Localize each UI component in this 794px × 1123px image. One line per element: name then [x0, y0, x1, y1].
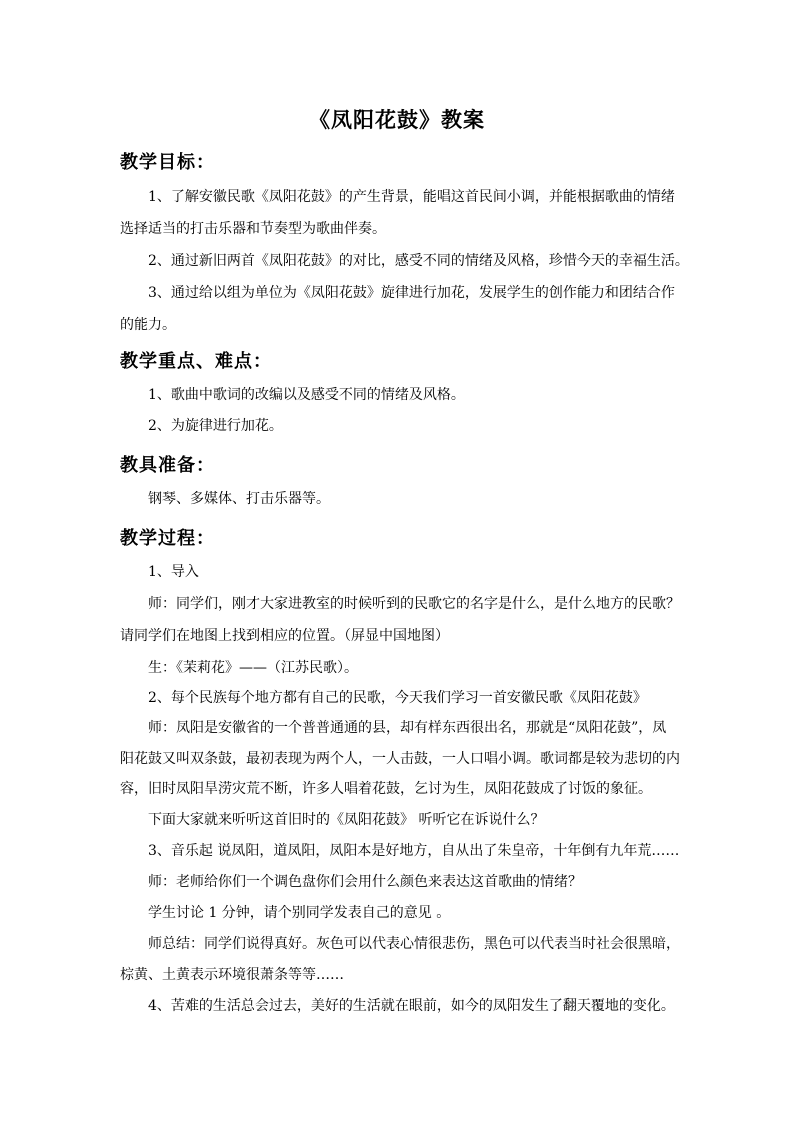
- process-line: 1、导入: [148, 564, 199, 580]
- process-line: 请同学们在地图上找到相应的位置。（屏显中国地图）: [120, 628, 449, 644]
- process-line: 生：《茉莉花》——（江苏民歌）。: [148, 660, 358, 676]
- objective-1-line-2: 选择适当的打击乐器和节奏型为歌曲伴奏。: [120, 221, 386, 237]
- process-heading: 教学过程：: [120, 528, 215, 549]
- process-line: 师：凤阳是安徽省的一个普普通通的县，却有样东西很出名，那就是“凤阳花鼓”，凤: [148, 720, 667, 736]
- key-point-2: 2、为旋律进行加花。: [148, 418, 283, 434]
- objectives-heading: 教学目标：: [120, 152, 215, 173]
- objective-2: 2、通过新旧两首《凤阳花鼓》的对比，感受不同的情绪及风格，珍惜今天的幸福生活。: [148, 253, 689, 269]
- process-line: 学生讨论 1 分钟，请个别同学发表自己的意见 。: [148, 905, 451, 921]
- key-points-heading: 教学重点、难点：: [120, 351, 272, 372]
- materials-item: 钢琴、多媒体、打击乐器等。: [148, 491, 330, 507]
- process-line: 2、每个民族每个地方都有自己的民歌，今天我们学习一首安徽民歌《凤阳花鼓》: [148, 690, 647, 706]
- objective-3-line-1: 3、通过给以组为单位为《凤阳花鼓》旋律进行加花，发展学生的创作能力和团结合作: [148, 285, 675, 301]
- objective-1-line-1: 1、了解安徽民歌《凤阳花鼓》的产生背景，能唱这首民间小调，并能根据歌曲的情绪: [148, 189, 675, 205]
- process-line: 师：同学们，刚才大家进教室的时候听到的民歌它的名字是什么，是什么地方的民歌？: [148, 596, 680, 612]
- key-point-1: 1、歌曲中歌词的改编以及感受不同的情绪及风格。: [148, 387, 465, 403]
- process-line: 棕黄、土黄表示环境很萧条等等……: [120, 967, 344, 983]
- process-line: 师总结：同学们说得真好。灰色可以代表心情很悲伤，黑色可以代表当时社会很黑暗，: [148, 936, 680, 952]
- process-line: 3、音乐起 说凤阳，道凤阳，凤阳本是好地方，自从出了朱皇帝，十年倒有九年荒……: [148, 843, 680, 859]
- document-title: 《凤阳花鼓》教案: [309, 107, 485, 132]
- objective-3-line-2: 的能力。: [120, 317, 176, 333]
- process-line: 4、苦难的生活总会过去，美好的生活就在眼前，如今的凤阳发生了翻天覆地的变化。: [148, 998, 675, 1014]
- process-line: 下面大家就来听听这首旧时的《凤阳花鼓》 听听它在诉说什么？: [148, 812, 545, 828]
- process-line: 阳花鼓又叫双条鼓，最初表现为两个人，一人击鼓，一人口唱小调。歌词都是较为悲切的内: [120, 751, 680, 767]
- process-line: 师：老师给你们一个调色盘你们会用什么颜色来表达这首歌曲的情绪？: [148, 874, 582, 890]
- materials-heading: 教具准备：: [120, 455, 215, 476]
- process-line: 容，旧时凤阳旱涝灾荒不断，许多人唱着花鼓，乞讨为生，凤阳花鼓成了讨饭的象征。: [120, 781, 652, 797]
